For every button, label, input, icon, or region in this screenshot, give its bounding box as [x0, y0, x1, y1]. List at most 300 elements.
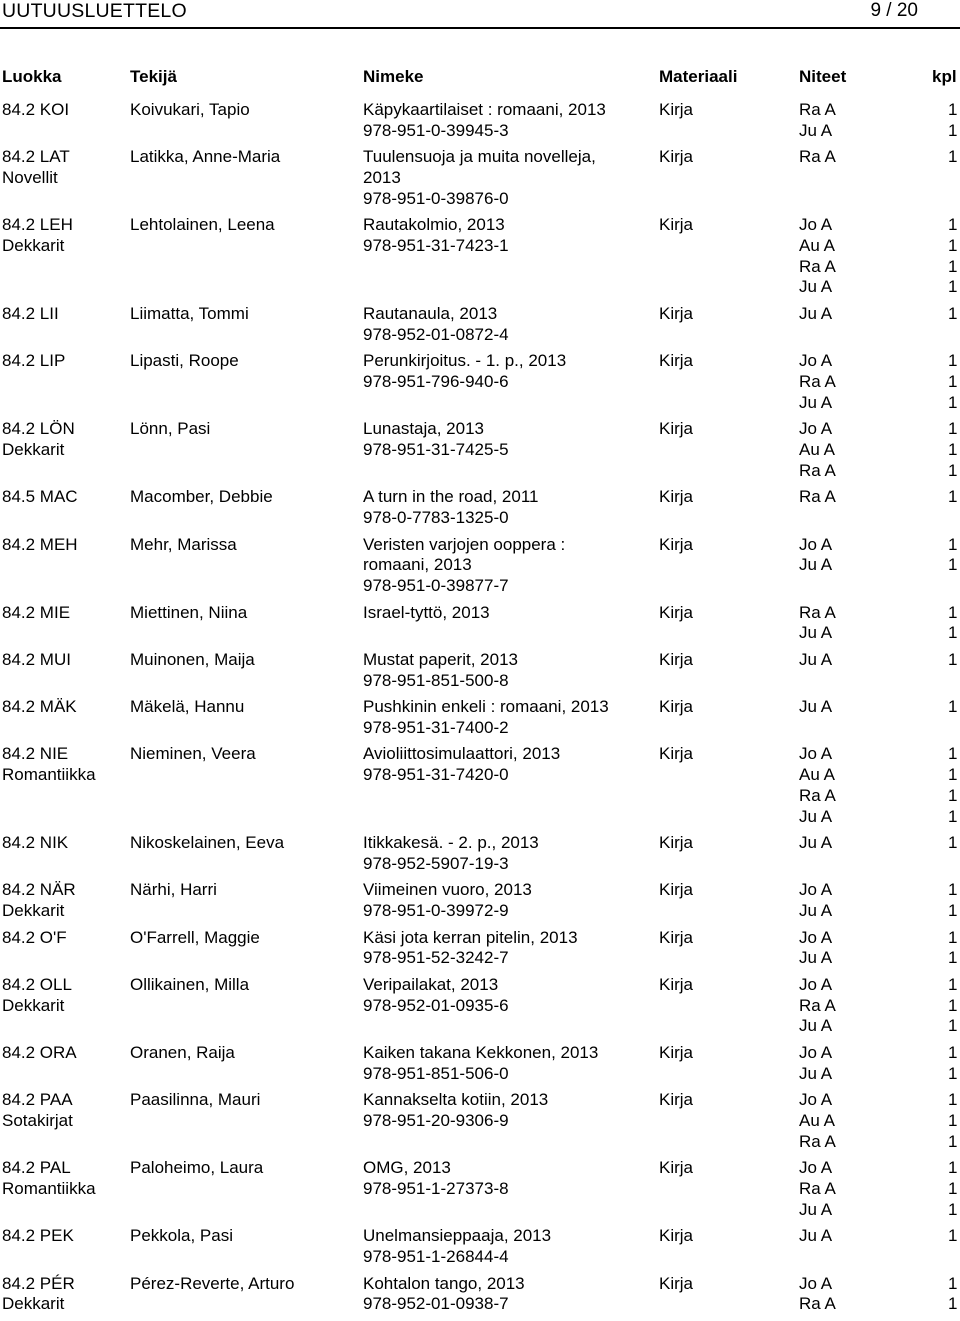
copy-count: 1	[948, 927, 958, 947]
classification-line: Novellit	[2, 168, 58, 187]
column-header-materiaali: Materiaali	[659, 67, 738, 86]
copy-location: Ra A	[799, 995, 836, 1015]
title-line: Pushkinin enkeli : romaani, 2013	[363, 697, 609, 717]
title-line: 978-951-20-9306-9	[363, 1111, 509, 1131]
copy-location: Jo A	[799, 880, 833, 900]
copy-location: Au A	[799, 1111, 835, 1131]
entry-classification	[2, 419, 75, 460]
entry-title	[363, 1043, 598, 1084]
copy-count: 1	[948, 901, 958, 921]
entry-author: Nikoskelainen, Eeva	[130, 833, 285, 853]
copy-location: Jo A	[799, 1090, 833, 1110]
entry-title	[363, 1158, 509, 1199]
title-line: 978-951-851-500-8	[363, 670, 509, 690]
copy-location: Jo A	[799, 419, 833, 439]
entry-copies-location	[799, 100, 836, 141]
copy-count: 1	[948, 277, 958, 297]
copy-count: 1	[948, 215, 958, 235]
entry-copies-count	[948, 880, 957, 921]
entry-classification	[2, 1043, 77, 1064]
copy-count: 1	[948, 1063, 958, 1083]
entry-copies-location	[799, 1043, 832, 1084]
entry-copies-location	[799, 215, 836, 298]
entry-copies-location	[799, 487, 836, 508]
entry-author: Pekkola, Pasi	[130, 1226, 233, 1246]
entry-title	[363, 535, 565, 597]
catalog-entry	[0, 351, 960, 419]
entry-copies-count	[948, 535, 957, 576]
entry-title	[363, 650, 518, 691]
copy-location: Ju A	[799, 1016, 833, 1036]
title-line: 978-951-52-3242-7	[363, 948, 509, 968]
title-line: Käpykaartilaiset : romaani, 2013	[363, 100, 606, 119]
title-line: Israel-tyttö, 2013	[363, 602, 490, 622]
title-line: 978-952-5907-19-3	[363, 853, 509, 873]
entry-classification	[2, 100, 69, 121]
entry-title	[363, 351, 566, 392]
copy-location: Au A	[799, 439, 835, 459]
entry-author: Oranen, Raija	[130, 1043, 235, 1063]
copy-count: 1	[948, 120, 958, 140]
copy-location: Ju A	[799, 697, 833, 717]
entry-copies-location	[799, 1226, 832, 1247]
copy-count: 1	[948, 487, 958, 507]
entry-title	[363, 1090, 548, 1131]
title-line: 978-952-01-0938-7	[363, 1294, 509, 1314]
copy-count: 1	[948, 236, 958, 255]
classification-line: Romantiikka	[2, 1179, 96, 1199]
entry-copies-location	[799, 928, 832, 969]
catalog-entry	[0, 833, 960, 880]
title-line: Veripailakat, 2013	[363, 975, 499, 995]
entry-classification	[2, 215, 73, 256]
entry-copies-count	[948, 215, 957, 298]
catalog-list	[0, 100, 960, 1321]
copy-location: Ju A	[799, 901, 833, 921]
classification-line: 84.2 LAT	[2, 147, 70, 167]
entry-copies-count	[948, 744, 957, 827]
entry-classification	[2, 603, 70, 624]
copy-location: Jo A	[799, 975, 833, 995]
classification-line: 84.2 LII	[2, 303, 59, 323]
entry-material: Kirja	[659, 927, 694, 947]
entry-copies-count	[948, 419, 957, 481]
classification-line: Dekkarit	[2, 1294, 65, 1314]
column-header-luokka: Luokka	[2, 67, 62, 86]
entry-classification	[2, 1274, 75, 1315]
column-header-nimeke: Nimeke	[363, 67, 424, 86]
entry-classification	[2, 744, 96, 785]
catalog-entry	[0, 1158, 960, 1226]
classification-line: 84.2 KOI	[2, 100, 70, 119]
title-line: 978-952-01-0935-6	[363, 995, 509, 1015]
copy-location: Ju A	[799, 1063, 833, 1083]
copy-count: 1	[948, 1043, 958, 1063]
entry-copies-location	[799, 975, 836, 1037]
copy-location: Au A	[799, 236, 835, 255]
entry-classification	[2, 147, 70, 188]
title-line: A turn in the road, 2011	[363, 487, 539, 507]
entry-author: Liimatta, Tommi	[130, 303, 249, 323]
title-line: 978-951-1-27373-8	[363, 1179, 509, 1199]
entry-material: Kirja	[659, 1273, 694, 1293]
entry-copies-count	[948, 147, 957, 168]
copy-count: 1	[948, 256, 958, 276]
classification-line: Dekkarit	[2, 439, 65, 459]
entry-author: Närhi, Harri	[130, 880, 217, 900]
title-line: Kohtalon tango, 2013	[363, 1273, 525, 1293]
copy-location: Ra A	[799, 1294, 836, 1314]
classification-line: 84.2 PAA	[2, 1090, 73, 1110]
entry-title	[363, 833, 539, 874]
copy-count: 1	[948, 1131, 958, 1151]
entry-author: Mäkelä, Hannu	[130, 697, 245, 717]
copy-location: Ju A	[799, 623, 833, 643]
entry-material: Kirja	[659, 975, 694, 995]
catalog-entry	[0, 603, 960, 650]
classification-line: 84.2 LIP	[2, 351, 66, 371]
copy-count: 1	[948, 1273, 958, 1293]
entry-copies-count	[948, 487, 957, 508]
entry-copies-count	[948, 1043, 957, 1084]
entry-copies-location	[799, 304, 832, 325]
copy-location: Ju A	[799, 649, 833, 669]
copy-count: 1	[948, 623, 958, 643]
title-line: Itikkakesä. - 2. p., 2013	[363, 833, 539, 853]
copy-location: Ra A	[799, 1131, 836, 1151]
entry-material: Kirja	[659, 215, 694, 235]
classification-line: 84.2 PÉR	[2, 1273, 75, 1293]
entry-material: Kirja	[659, 1043, 694, 1063]
copy-location: Ju A	[799, 555, 833, 575]
entry-copies-count	[948, 697, 957, 718]
classification-line: Romantiikka	[2, 765, 96, 785]
entry-title	[363, 697, 609, 738]
copy-location: Ju A	[799, 303, 833, 323]
copy-count: 1	[948, 1226, 958, 1246]
entry-title	[363, 928, 578, 969]
copy-location: Jo A	[799, 1273, 833, 1293]
copy-location: Ra A	[799, 256, 836, 276]
title-line: Käsi jota kerran pitelin, 2013	[363, 927, 578, 947]
entry-material: Kirja	[659, 1090, 694, 1110]
entry-author: Nieminen, Veera	[130, 744, 256, 764]
copy-count: 1	[948, 880, 958, 900]
copy-location: Ju A	[799, 392, 833, 412]
copy-count: 1	[948, 351, 958, 371]
catalog-entry	[0, 744, 960, 833]
title-line: 2013	[363, 168, 401, 187]
copy-count: 1	[948, 1294, 958, 1314]
title-line: Avioliittosimulaattori, 2013	[363, 744, 561, 764]
entry-copies-location	[799, 1158, 836, 1220]
entry-classification	[2, 833, 68, 854]
entry-material: Kirja	[659, 1226, 694, 1246]
classification-line: Dekkarit	[2, 995, 65, 1015]
copy-location: Jo A	[799, 351, 833, 371]
copy-count: 1	[948, 744, 958, 764]
copy-count: 1	[948, 371, 958, 391]
catalog-entry	[0, 880, 960, 927]
copy-count: 1	[948, 439, 958, 459]
classification-line: 84.2 MIE	[2, 602, 71, 622]
entry-title	[363, 880, 532, 921]
entry-classification	[2, 1090, 73, 1131]
title-line: 978-951-1-26844-4	[363, 1247, 509, 1267]
entry-copies-location	[799, 1274, 836, 1315]
classification-line: 84.2 MEH	[2, 534, 78, 554]
copy-count: 1	[948, 534, 958, 554]
entry-material: Kirja	[659, 1158, 694, 1178]
entry-material: Kirja	[659, 534, 694, 554]
entry-copies-count	[948, 975, 957, 1037]
entry-copies-location	[799, 880, 832, 921]
copy-count: 1	[948, 419, 958, 439]
title-line: 978-951-31-7425-5	[363, 439, 509, 459]
entry-title	[363, 487, 538, 528]
entry-copies-count	[948, 1226, 957, 1247]
copy-count: 1	[948, 948, 958, 968]
entry-author: Paasilinna, Mauri	[130, 1090, 261, 1110]
copy-count: 1	[948, 785, 958, 805]
entry-classification	[2, 1158, 96, 1199]
classification-line: 84.2 LEH	[2, 215, 73, 235]
title-line: 978-951-0-39877-7	[363, 575, 509, 595]
title-line: Viimeinen vuoro, 2013	[363, 880, 532, 900]
entry-title	[363, 147, 596, 209]
copy-location: Ra A	[799, 100, 836, 119]
header-divider	[0, 27, 960, 29]
catalog-entry	[0, 419, 960, 487]
copy-location: Ra A	[799, 785, 836, 805]
classification-line: Dekkarit	[2, 901, 65, 921]
copy-count: 1	[948, 392, 958, 412]
entry-title	[363, 100, 606, 141]
title-line: Kannakselta kotiin, 2013	[363, 1090, 549, 1110]
title-line: 978-951-0-39876-0	[363, 188, 509, 208]
entry-author: Lehtolainen, Leena	[130, 215, 275, 235]
entry-copies-count	[948, 833, 957, 854]
entry-copies-count	[948, 1090, 957, 1152]
classification-line: 84.2 NIE	[2, 744, 69, 764]
copy-count: 1	[948, 147, 958, 167]
copy-location: Jo A	[799, 1158, 833, 1178]
copy-count: 1	[948, 806, 958, 826]
classification-line: Sotakirjat	[2, 1111, 73, 1131]
copy-count: 1	[948, 303, 958, 323]
entry-material: Kirja	[659, 100, 694, 119]
title-line: 978-951-851-506-0	[363, 1063, 509, 1083]
entry-title	[363, 304, 509, 345]
title-line: 978-951-796-940-6	[363, 371, 509, 391]
entry-copies-location	[799, 351, 836, 413]
column-header-niteet: Niteet	[799, 67, 847, 86]
title-line: Lunastaja, 2013	[363, 419, 484, 439]
catalog-entry	[0, 147, 960, 215]
copy-count: 1	[948, 602, 958, 622]
catalog-entry	[0, 650, 960, 697]
entry-title	[363, 1274, 525, 1315]
copy-location: Ju A	[799, 806, 833, 826]
page-number: 9 / 20	[870, 0, 918, 21]
entry-material: Kirja	[659, 649, 694, 669]
document-header	[0, 0, 960, 26]
copy-location: Ju A	[799, 1199, 833, 1219]
entry-copies-count	[948, 1274, 957, 1315]
catalog-entry	[0, 487, 960, 534]
copy-location: Jo A	[799, 215, 833, 235]
entry-author: Ollikainen, Milla	[130, 975, 250, 995]
title-line: Perunkirjoitus. - 1. p., 2013	[363, 351, 567, 371]
copy-count: 1	[948, 649, 958, 669]
entry-classification	[2, 1226, 74, 1247]
title-line: 978-951-31-7400-2	[363, 717, 509, 737]
classification-line: 84.2 MUI	[2, 649, 71, 669]
entry-copies-count	[948, 351, 957, 413]
catalog-entry	[0, 100, 960, 147]
entry-copies-location	[799, 603, 836, 644]
column-header-tekija: Tekijä	[130, 67, 177, 86]
entry-title	[363, 603, 490, 624]
entry-author: Lönn, Pasi	[130, 419, 211, 439]
entry-material: Kirja	[659, 880, 694, 900]
entry-title	[363, 975, 509, 1016]
classification-line: 84.2 LÖN	[2, 419, 75, 439]
classification-line: 84.2 OLL	[2, 975, 72, 995]
copy-count: 1	[948, 697, 958, 717]
entry-author: Mehr, Marissa	[130, 534, 237, 554]
entry-classification	[2, 487, 78, 508]
copy-location: Ra A	[799, 147, 836, 167]
document-title: UUTUUSLUETTELO	[2, 0, 187, 22]
title-line: Unelmansieppaaja, 2013	[363, 1226, 552, 1246]
catalog-entry	[0, 1090, 960, 1158]
entry-author: Pérez-Reverte, Arturo	[130, 1273, 295, 1293]
copy-count: 1	[948, 1111, 958, 1131]
copy-count: 1	[948, 975, 958, 995]
copy-location: Jo A	[799, 744, 833, 764]
copy-location: Au A	[799, 765, 835, 785]
classification-line: 84.2 NIK	[2, 833, 69, 853]
entry-material: Kirja	[659, 602, 694, 622]
classification-line: 84.2 O'F	[2, 927, 67, 947]
catalog-entry	[0, 304, 960, 351]
entry-author: Koivukari, Tapio	[130, 100, 250, 119]
copy-count: 1	[948, 1158, 958, 1178]
entry-material: Kirja	[659, 487, 694, 507]
title-line: 978-951-31-7423-1	[363, 236, 509, 255]
entry-copies-location	[799, 650, 832, 671]
copy-count: 1	[948, 1179, 958, 1199]
catalog-entry	[0, 1226, 960, 1273]
entry-author: Miettinen, Niina	[130, 602, 248, 622]
title-line: 978-951-31-7420-0	[363, 765, 509, 785]
entry-copies-location	[799, 744, 836, 827]
entry-copies-location	[799, 147, 836, 168]
entry-material: Kirja	[659, 351, 694, 371]
copy-count: 1	[948, 1199, 958, 1219]
title-line: Kaiken takana Kekkonen, 2013	[363, 1043, 599, 1063]
copy-location: Ju A	[799, 120, 833, 140]
copy-count: 1	[948, 1090, 958, 1110]
entry-copies-count	[948, 1158, 957, 1220]
title-line: Tuulensuoja ja muita novelleja,	[363, 147, 596, 167]
copy-count: 1	[948, 765, 958, 785]
copy-count: 1	[948, 1016, 958, 1036]
copy-count: 1	[948, 555, 958, 575]
catalog-entry	[0, 535, 960, 603]
copy-location: Ju A	[799, 277, 833, 297]
copy-location: Ra A	[799, 460, 836, 480]
title-line: 978-951-0-39945-3	[363, 120, 509, 140]
copy-location: Ra A	[799, 1179, 836, 1199]
entry-copies-location	[799, 419, 836, 481]
copy-location: Jo A	[799, 1043, 833, 1063]
entry-copies-count	[948, 928, 957, 969]
entry-title	[363, 419, 509, 460]
entry-author: Latikka, Anne-Maria	[130, 147, 281, 167]
copy-location: Jo A	[799, 927, 833, 947]
copy-location: Ju A	[799, 948, 833, 968]
entry-author: O'Farrell, Maggie	[130, 927, 260, 947]
catalog-entry	[0, 928, 960, 975]
classification-line: 84.2 ORA	[2, 1043, 77, 1063]
title-line: Mustat paperit, 2013	[363, 649, 518, 669]
copy-location: Ra A	[799, 371, 836, 391]
title-line: 978-951-0-39972-9	[363, 901, 509, 921]
catalog-entry	[0, 1274, 960, 1321]
entry-classification	[2, 304, 59, 325]
catalog-entry	[0, 215, 960, 304]
entry-classification	[2, 975, 72, 1016]
entry-classification	[2, 928, 67, 949]
catalog-entry	[0, 1043, 960, 1090]
entry-author: Macomber, Debbie	[130, 487, 273, 507]
entry-copies-location	[799, 535, 832, 576]
classification-line: Dekkarit	[2, 236, 65, 255]
title-line: Rautanaula, 2013	[363, 303, 498, 323]
copy-count: 1	[948, 460, 958, 480]
entry-copies-count	[948, 603, 957, 644]
entry-material: Kirja	[659, 303, 694, 323]
entry-material: Kirja	[659, 744, 694, 764]
entry-copies-location	[799, 697, 832, 718]
entry-copies-count	[948, 650, 957, 671]
entry-classification	[2, 880, 76, 921]
entry-copies-count	[948, 100, 957, 141]
copy-location: Ju A	[799, 833, 833, 853]
title-line: 978-0-7783-1325-0	[363, 507, 509, 527]
copy-count: 1	[948, 833, 958, 853]
entry-material: Kirja	[659, 147, 694, 167]
entry-classification	[2, 351, 65, 372]
copy-location: Jo A	[799, 534, 833, 554]
copy-count: 1	[948, 995, 958, 1015]
copy-location: Ju A	[799, 1226, 833, 1246]
copy-location: Ra A	[799, 602, 836, 622]
classification-line: 84.2 MÄK	[2, 697, 77, 717]
classification-line: 84.2 PAL	[2, 1158, 71, 1178]
entry-author: Muinonen, Maija	[130, 649, 255, 669]
title-line: Rautakolmio, 2013	[363, 215, 505, 235]
catalog-entry	[0, 697, 960, 744]
classification-line: 84.5 MAC	[2, 487, 78, 507]
title-line: 978-952-01-0872-4	[363, 324, 509, 344]
classification-line: 84.2 NÄR	[2, 880, 76, 900]
entry-classification	[2, 650, 71, 671]
column-header-kpl: kpl	[932, 67, 957, 86]
title-line: romaani, 2013	[363, 555, 472, 575]
